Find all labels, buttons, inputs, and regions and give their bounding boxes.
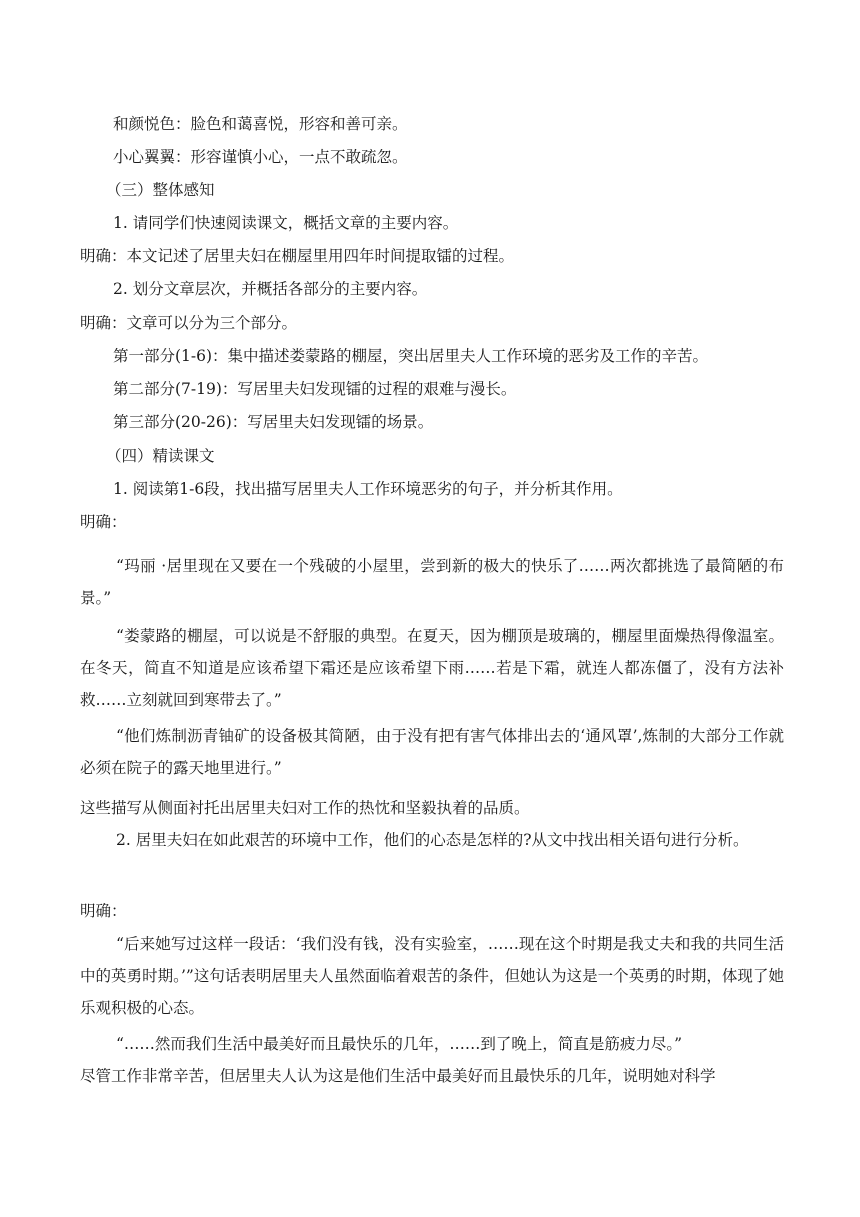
quote-paragraph-lomond-shed	[80, 620, 784, 716]
answer-label: 明确：	[80, 513, 127, 531]
quote-paragraph-shed	[80, 550, 784, 614]
answer-main-content: 明确：本文记述了居里夫妇在棚屋里用四年时间提取镭的过程。	[80, 247, 515, 265]
quote-text: “玛丽 ·居里现在又要在一个残破的小屋里，尝到新的极大的快乐了……两次都挑选了最简陋的布景。”	[80, 557, 784, 607]
quote-analysis-text: “后来她写过这样一段话：‘我们没有钱，没有实验室，……现在这个时期是我丈夫和我的共同生活中的英勇时期。’”这句话表明居里夫人虽然面临着艰苦的条件，但她认为这是一个英勇的时期，体现了她乐观积极的心态。	[80, 935, 784, 1017]
quote-text: “娄蒙路的棚屋，可以说是不舒服的典型。在夏天，因为棚顶是玻璃的，棚屋里面燥热得像温室。在冬天，简直不知道是应该希望下霜还是应该希望下雨……若是下霜，就连人都冻僵了，没有方法补救……立刻就回到寒带去了。”	[80, 627, 784, 709]
vocab-line-heyanyuese: 和颜悦色：脸色和蔼喜悦，形容和善可亲。	[113, 115, 408, 133]
question-text: 2. 居里夫妇在如此艰苦的环境中工作，他们的心态是怎样的?从文中找出相关语句进行分析。	[116, 831, 749, 849]
question-attitude	[80, 824, 784, 856]
analysis-happiest-years: 尽管工作非常辛苦，但居里夫人认为这是他们生活中最美好而且最快乐的几年，说明她对科学	[80, 1067, 716, 1085]
answer-label: 明确：	[80, 902, 127, 920]
quote-paragraph-heroic-period	[80, 928, 784, 1024]
question-2-structure: 2. 划分文章层次，并概括各部分的主要内容。	[113, 280, 428, 298]
section-heading-close-reading: （四）精读课文	[106, 447, 215, 465]
analysis-conclusion: 这些描写从侧面衬托出居里夫妇对工作的热忱和坚毅执着的品质。	[80, 799, 530, 817]
section-heading-overall: （三）整体感知	[106, 181, 215, 199]
quote-text: “他们炼制沥青铀矿的设备极其简陋，由于没有把有害气体排出去的‘通风罩’,炼制的大部分工作就必须在院子的露天地里进行。”	[80, 727, 784, 777]
part-three-line: 第三部分(20-26)：写居里夫妇发现镭的场景。	[113, 413, 434, 431]
vocab-line-xiaoxinyiyi: 小心翼翼：形容谨慎小心，一点不敢疏忽。	[113, 148, 408, 166]
question-1-summary: 1. 请同学们快速阅读课文，概括文章的主要内容。	[113, 214, 459, 232]
part-two-line: 第二部分(7-19)：写居里夫妇发现镭的过程的艰难与漫长。	[113, 380, 517, 398]
question-environment: 1. 阅读第1-6段，找出描写居里夫人工作环境恶劣的句子，并分析其作用。	[113, 480, 623, 498]
part-one-line: 第一部分(1-6)：集中描述娄蒙路的棚屋，突出居里夫人工作环境的恶劣及工作的辛苦。	[113, 347, 709, 365]
answer-three-parts: 明确：文章可以分为三个部分。	[80, 314, 298, 332]
quote-paragraph-equipment	[80, 720, 784, 784]
quote-happiest-years: “……然而我们生活中最美好而且最快乐的几年，……到了晚上，简直是筋疲力尽。”	[116, 1035, 683, 1053]
